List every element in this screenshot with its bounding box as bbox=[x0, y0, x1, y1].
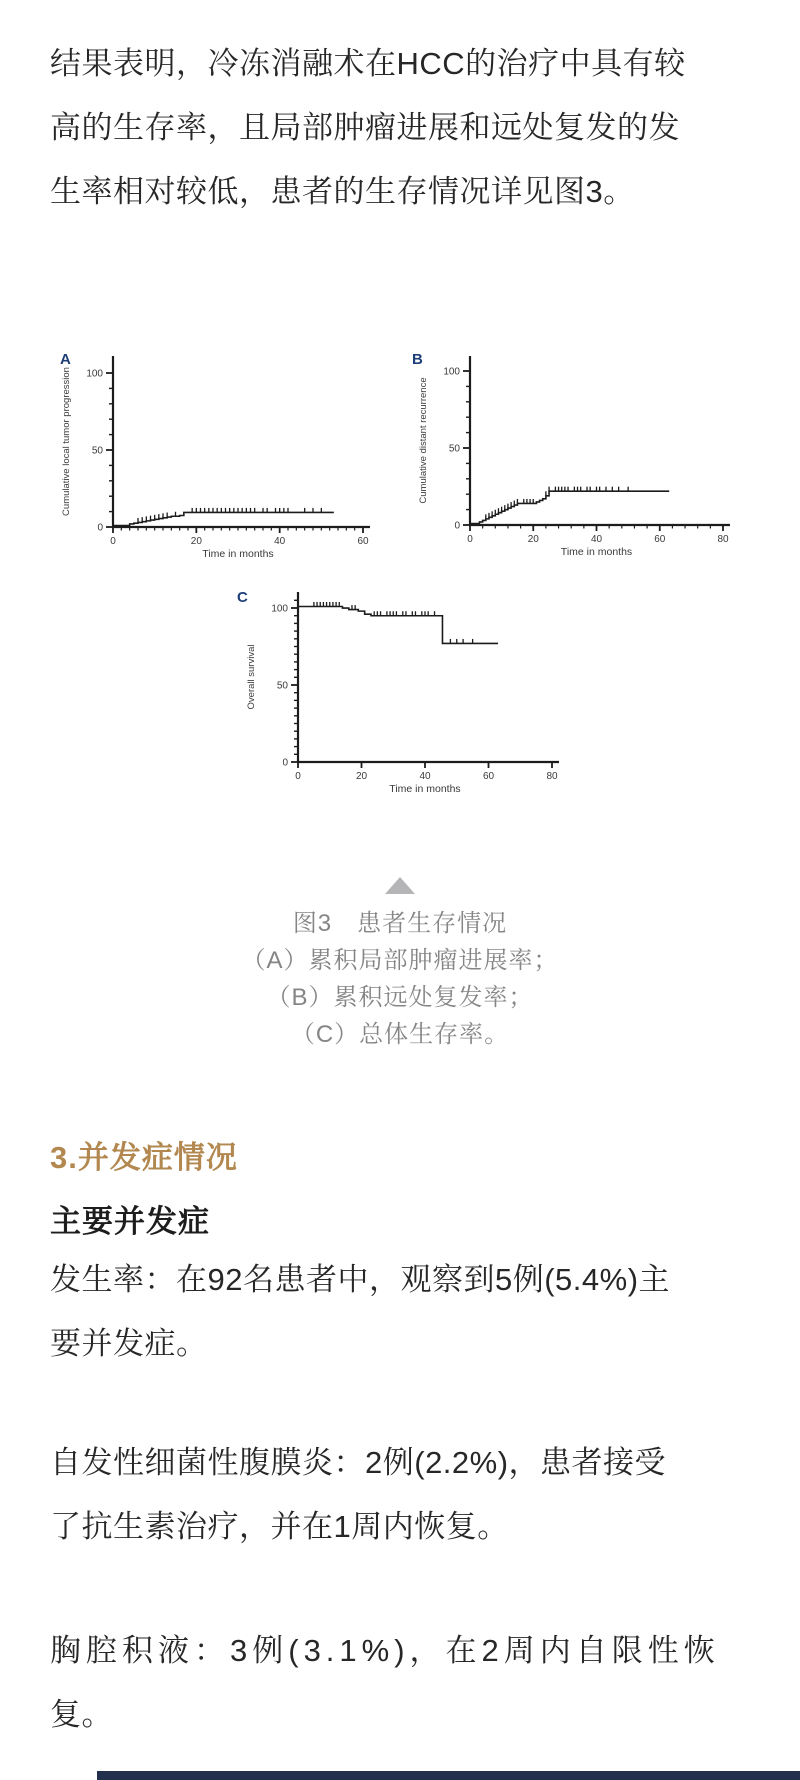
svg-text:0: 0 bbox=[110, 536, 116, 547]
svg-text:A: A bbox=[60, 351, 71, 368]
svg-text:20: 20 bbox=[355, 771, 368, 782]
svg-text:80: 80 bbox=[546, 771, 558, 782]
figure-caption-title: 图3 患者生存情况 bbox=[292, 910, 508, 937]
intro-line-1: 结果表明，冷冻消融术在HCC的治疗中具有较 bbox=[50, 46, 686, 81]
svg-text:80: 80 bbox=[717, 534, 729, 545]
svg-text:B: B bbox=[412, 351, 423, 368]
svg-text:50: 50 bbox=[276, 680, 288, 692]
svg-text:40: 40 bbox=[274, 536, 286, 547]
peritonitis-line-1: 自发性细菌性腹膜炎：2例(2.2%)，患者接受 bbox=[50, 1445, 667, 1480]
svg-text:100: 100 bbox=[86, 368, 103, 380]
svg-text:Overall survival: Overall survival bbox=[246, 644, 257, 710]
peritonitis-paragraph bbox=[50, 1431, 774, 1559]
intro-line-3: 生率相对较低，患者的生存情况详见图3。 bbox=[50, 174, 635, 209]
svg-text:60: 60 bbox=[482, 771, 495, 782]
svg-text:50: 50 bbox=[448, 443, 460, 455]
svg-text:40: 40 bbox=[419, 771, 431, 782]
pleural-effusion-paragraph bbox=[50, 1619, 774, 1747]
pleural-effusion-line-1: 胸腔积液：3例(3.1%)，在2周内自限性恢 bbox=[50, 1633, 720, 1668]
svg-text:20: 20 bbox=[190, 536, 202, 547]
svg-text:Time in months: Time in months bbox=[560, 546, 633, 558]
svg-text:Cumulative local tumor progres: Cumulative local tumor progression bbox=[61, 367, 72, 516]
svg-text:100: 100 bbox=[443, 366, 460, 378]
svg-text:60: 60 bbox=[357, 536, 369, 547]
svg-text:Time in months: Time in months bbox=[202, 548, 274, 560]
peritonitis-line-2: 了抗生素治疗，并在1周内恢复。 bbox=[50, 1509, 509, 1544]
figure-caption-line-a: （A）累积局部肿瘤进展率； bbox=[241, 947, 559, 974]
svg-text:100: 100 bbox=[271, 603, 288, 615]
svg-text:0: 0 bbox=[454, 520, 460, 532]
chart-panel-b-distant-recurrence bbox=[398, 340, 743, 570]
section-divider-bar bbox=[97, 1771, 800, 1780]
intro-paragraph bbox=[50, 32, 774, 224]
chart-panel-c-overall-survival bbox=[223, 578, 568, 808]
svg-text:40: 40 bbox=[590, 534, 603, 545]
figure-caption-line-c: （C）总体生存率。 bbox=[290, 1021, 510, 1048]
section-heading-complications: 3.并发症情况 bbox=[50, 1140, 238, 1175]
incidence-line-1: 发生率：在92名患者中，观察到5例(5.4%)主 bbox=[50, 1262, 671, 1297]
chart-panel-a-local-tumor-progression bbox=[48, 340, 380, 570]
figure-caption-line-b: （B）累积远处复发率； bbox=[266, 984, 534, 1011]
svg-text:0: 0 bbox=[467, 534, 473, 545]
svg-text:C: C bbox=[237, 589, 248, 606]
svg-text:Time in months: Time in months bbox=[389, 783, 461, 795]
svg-text:0: 0 bbox=[295, 771, 301, 782]
figure-caption bbox=[0, 905, 800, 1053]
incidence-line-2: 要并发症。 bbox=[50, 1326, 208, 1361]
pleural-effusion-line-2: 复。 bbox=[50, 1697, 113, 1732]
svg-text:Cumulative distant recurrence: Cumulative distant recurrence bbox=[418, 377, 429, 504]
subheading-major-complications: 主要并发症 bbox=[50, 1204, 210, 1239]
svg-text:50: 50 bbox=[91, 445, 103, 457]
svg-text:60: 60 bbox=[654, 534, 666, 545]
svg-text:0: 0 bbox=[97, 522, 103, 534]
intro-line-2: 高的生存率，且局部肿瘤进展和远处复发的发 bbox=[50, 110, 680, 145]
incidence-paragraph bbox=[50, 1248, 774, 1376]
collapse-triangle-icon[interactable] bbox=[385, 877, 415, 894]
svg-text:0: 0 bbox=[282, 757, 288, 769]
svg-text:20: 20 bbox=[527, 534, 539, 545]
